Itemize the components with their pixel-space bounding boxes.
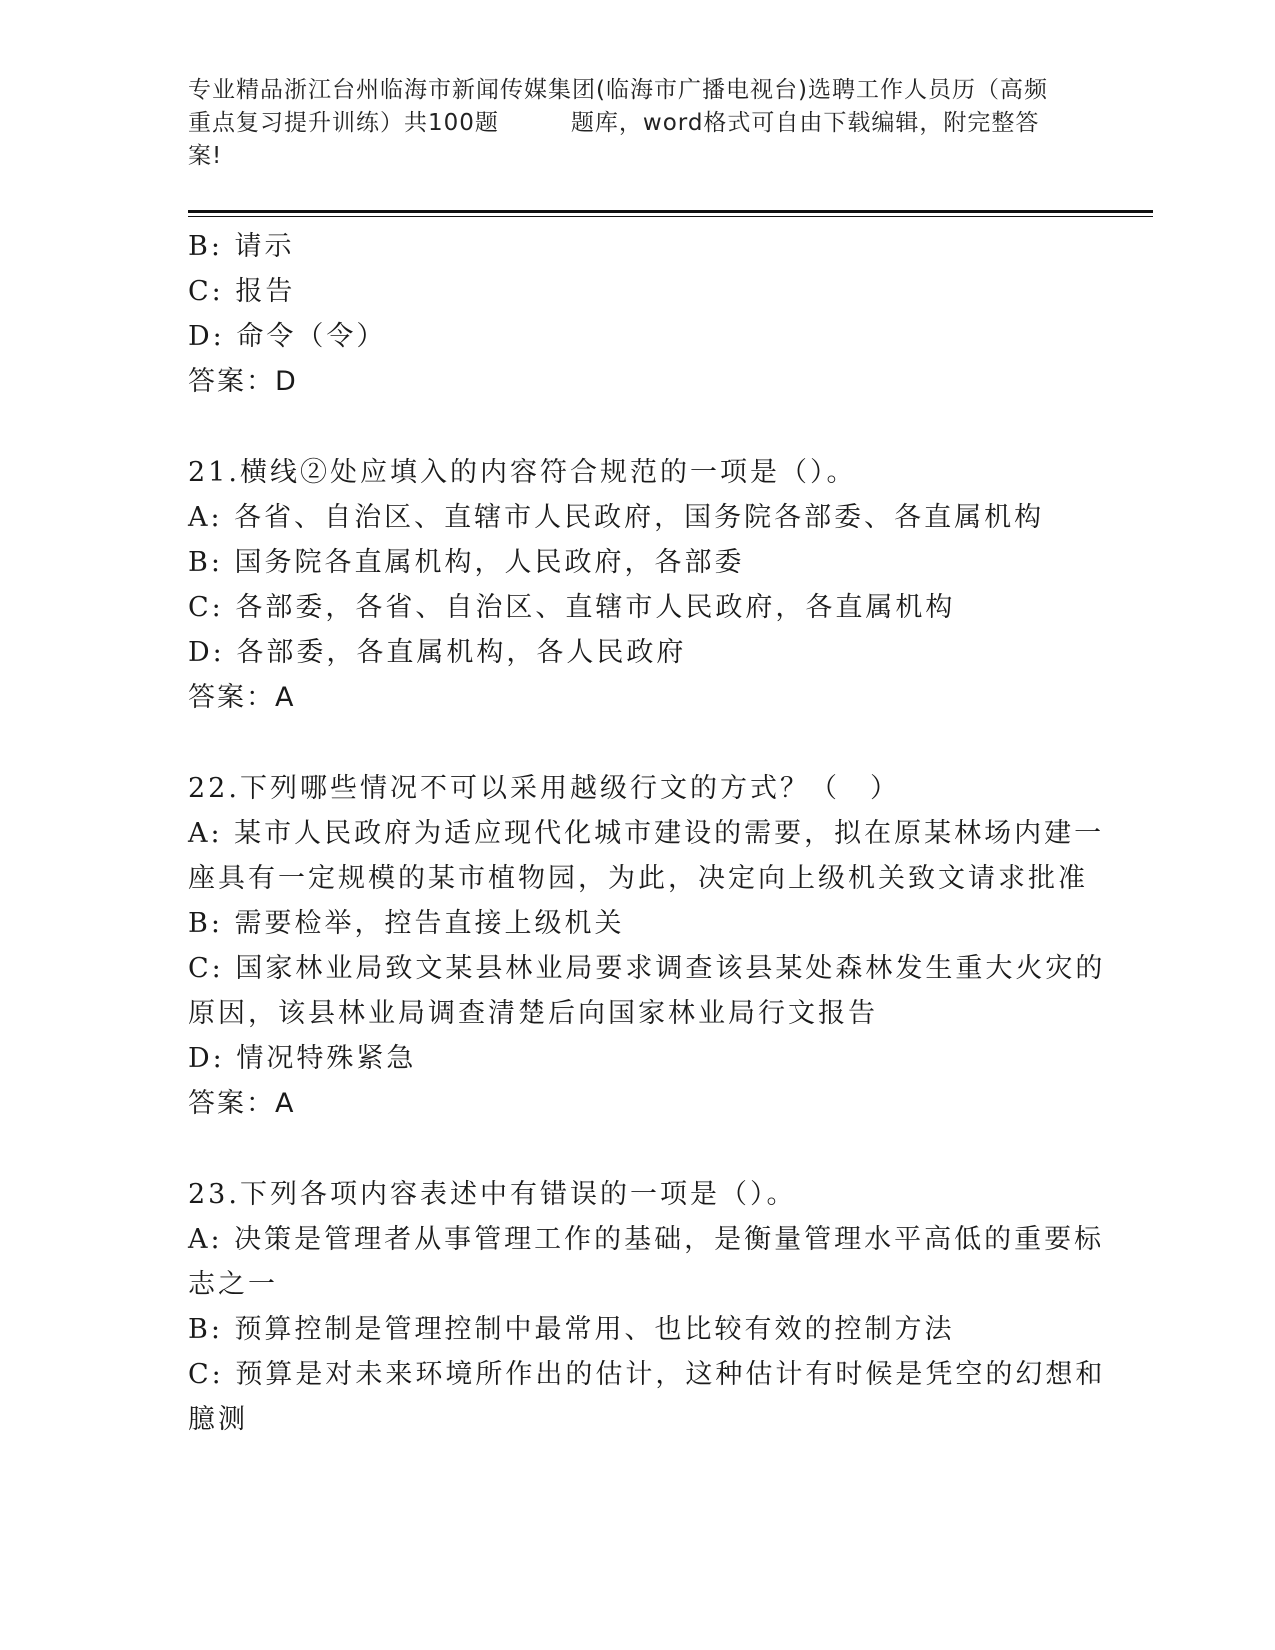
question-block-23: [188, 1172, 1106, 1442]
question-stem: 23.下列各项内容表述中有错误的一项是（）。: [188, 1179, 797, 1210]
question-stem: 22.下列哪些情况不可以采用越级行文的方式？（ ）: [188, 773, 900, 804]
option-c-continued: 臆测: [188, 1404, 248, 1435]
answer-label: 答案：A: [188, 682, 296, 713]
option-c: C: 预算是对未来环境所作出的估计，这种估计有时候是凭空的幻想和: [188, 1359, 1106, 1390]
option-c: C: 报告: [188, 276, 296, 307]
option-d: D: 各部委，各直属机构，各人民政府: [188, 637, 687, 668]
spacer: [188, 404, 1088, 450]
option-c: C: 各部委，各省、自治区、直辖市人民政府，各直属机构: [188, 592, 956, 623]
question-block-22: [188, 766, 1106, 1126]
answer-label: 答案：A: [188, 1088, 296, 1119]
answer-label: 答案：D: [188, 366, 298, 397]
option-a-continued: 志之一: [188, 1269, 278, 1300]
document-header: [188, 74, 1088, 173]
header-divider-thin: [188, 216, 1153, 217]
option-b: B: 预算控制是管理控制中最常用、也比较有效的控制方法: [188, 1314, 955, 1345]
header-divider-thick: [188, 210, 1153, 213]
option-b: B: 国务院各直属机构，人民政府，各部委: [188, 547, 745, 578]
header-line: 案!: [188, 143, 223, 169]
question-block-21: [188, 450, 1088, 720]
header-line: 专业精品浙江台州临海市新闻传媒集团(临海市广播电视台)选聘工作人员历（高频: [188, 77, 1048, 103]
option-c: C: 国家林业局致文某县林业局要求调查该县某处森林发生重大火灾的: [188, 953, 1106, 984]
question-list: [188, 224, 1106, 1442]
option-b: B: 请示: [188, 231, 295, 262]
spacer: [188, 1126, 1088, 1172]
option-a-continued: 座具有一定规模的某市植物园，为此，决定向上级机关致文请求批准: [188, 863, 1088, 894]
option-a: A: 某市人民政府为适应现代化城市建设的需要，拟在原某林场内建一: [188, 818, 1105, 849]
option-b: B: 需要检举，控告直接上级机关: [188, 908, 625, 939]
header-line: 重点复习提升训练）共100题 题库，word格式可自由下载编辑，附完整答: [188, 110, 1040, 136]
option-a: A: 各省、自治区、直辖市人民政府，国务院各部委、各直属机构: [188, 502, 1045, 533]
question-block-previous: [188, 224, 1088, 404]
option-d: D: 命令（令）: [188, 321, 387, 352]
option-a: A: 决策是管理者从事管理工作的基础，是衡量管理水平高低的重要标: [188, 1224, 1105, 1255]
option-c-continued: 原因，该县林业局调查清楚后向国家林业局行文报告: [188, 998, 878, 1029]
question-stem: 21.横线②处应填入的内容符合规范的一项是（）。: [188, 457, 857, 488]
option-d: D: 情况特殊紧急: [188, 1043, 417, 1074]
spacer: [188, 720, 1088, 766]
